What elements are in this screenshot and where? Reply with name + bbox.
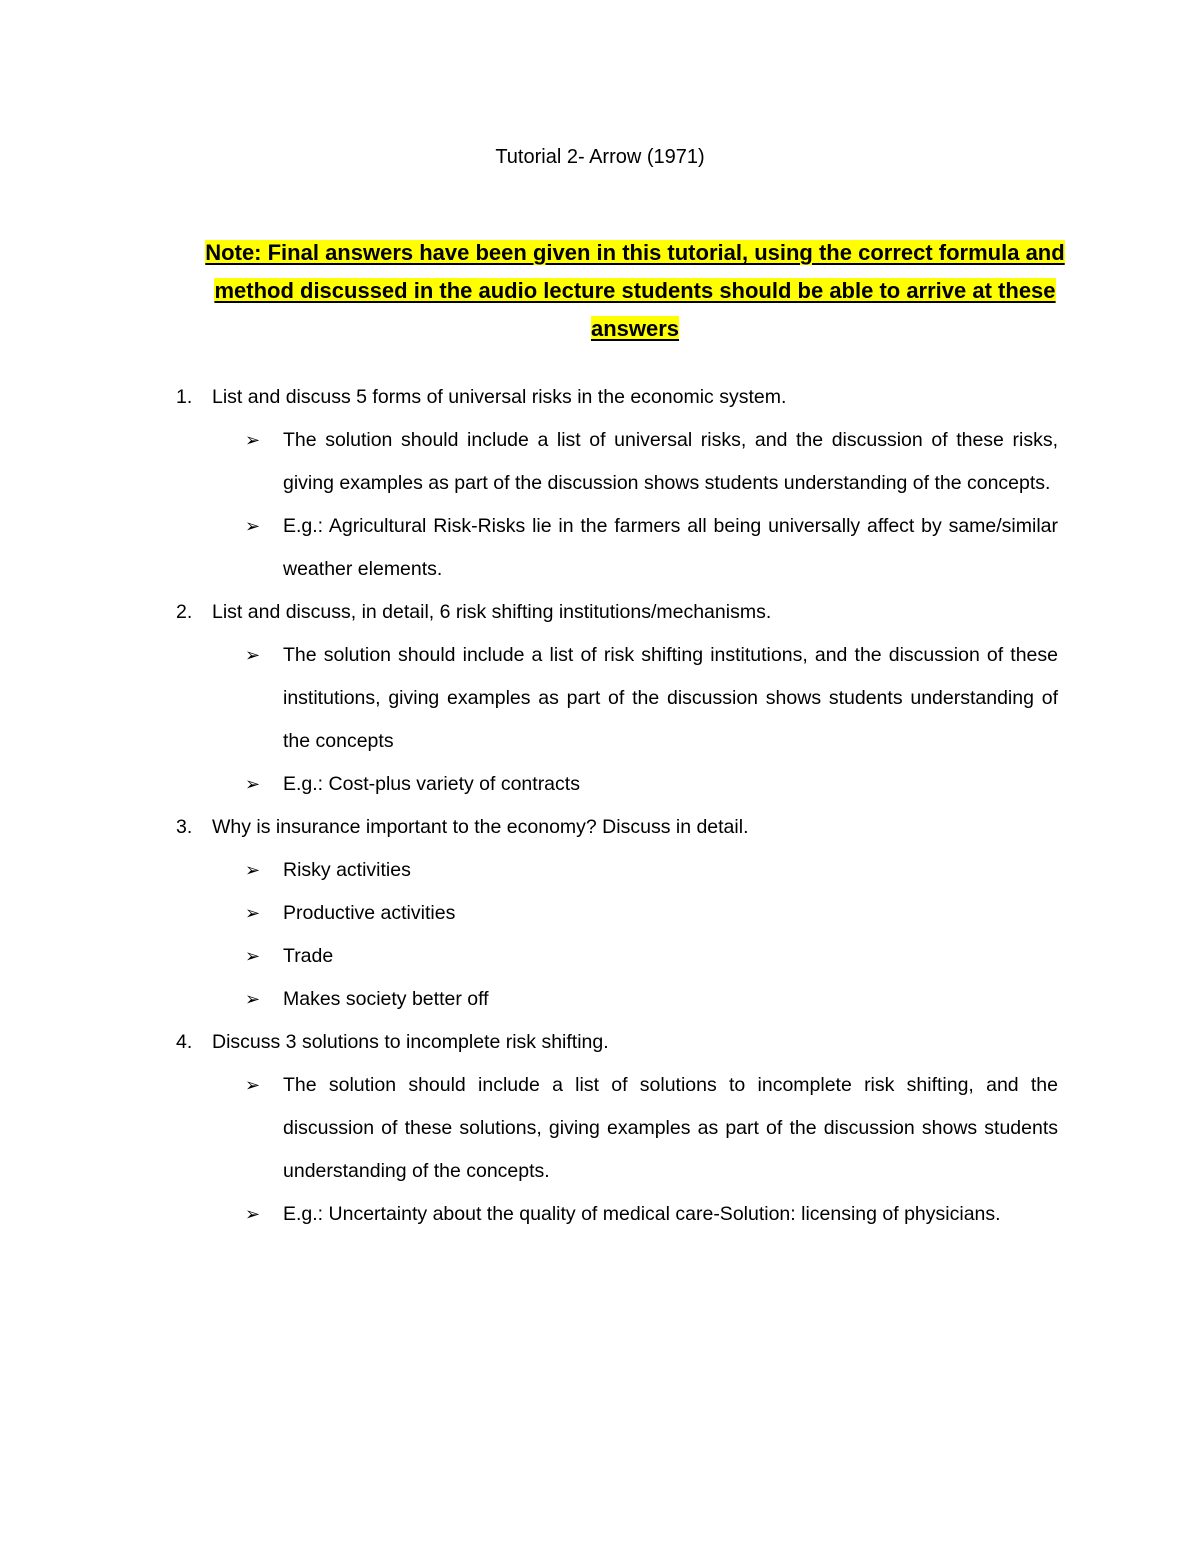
arrowhead-bullet-icon: ➢ [245,1075,261,1096]
bullet-text: The solution should include a list of risk shifting institutions, and the discussion of these institutions, giving examples as part of the discussion shows students understanding of the concepts [283,644,1058,752]
bullet-item [0,892,1058,935]
question-text: Why is insurance important to the economy? Discuss in detail. [212,816,749,838]
arrowhead-bullet-icon: ➢ [245,774,261,795]
bullet-text: Risky activities [283,859,411,881]
bullet-item [0,1064,1058,1193]
bullet-text: E.g.: Uncertainty about the quality of medical care-Solution: licensing of physicians. [283,1203,1001,1225]
arrowhead-bullet-icon: ➢ [245,645,261,666]
arrowhead-bullet-icon: ➢ [245,989,261,1010]
arrowhead-bullet-icon: ➢ [245,430,261,451]
bullet-item [0,978,1058,1021]
highlighted-note [200,234,1070,348]
question-number: 1. [176,386,193,408]
arrowhead-bullet-icon: ➢ [245,946,261,967]
note-text: Note: Final answers have been given in this tutorial, using the correct formula and method discussed in the audio lecture students should be able to arrive at these answers [205,240,1065,341]
question-list [0,376,1200,1236]
bullet-item [0,505,1058,591]
bullet-text: E.g.: Cost-plus variety of contracts [283,773,580,795]
arrowhead-bullet-icon: ➢ [245,860,261,881]
question-number: 3. [176,816,193,838]
bullet-text: The solution should include a list of solutions to incomplete risk shifting, and the discussion of these solutions, giving examples as part of the discussion shows students understanding of the concepts. [283,1074,1058,1182]
bullet-item [0,634,1058,763]
question-text: List and discuss, in detail, 6 risk shifting institutions/mechanisms. [212,601,772,623]
bullet-text: Makes society better off [283,988,489,1010]
question-number: 4. [176,1031,193,1053]
bullet-text: The solution should include a list of universal risks, and the discussion of these risks, giving examples as part of the discussion shows students understanding of the concepts. [283,429,1058,494]
question-number: 2. [176,601,193,623]
bullet-text: E.g.: Agricultural Risk-Risks lie in the farmers all being universally affect by same/similar weather elements. [283,515,1058,580]
question-item [0,591,1058,634]
bullet-item [0,419,1058,505]
arrowhead-bullet-icon: ➢ [245,903,261,924]
arrowhead-bullet-icon: ➢ [245,1204,261,1225]
question-item [0,806,1058,849]
bullet-item [0,763,1058,806]
bullet-item [0,935,1058,978]
question-item [0,376,1058,419]
bullet-text: Productive activities [283,902,456,924]
question-text: Discuss 3 solutions to incomplete risk shifting. [212,1031,609,1053]
arrowhead-bullet-icon: ➢ [245,516,261,537]
bullet-item [0,849,1058,892]
question-text: List and discuss 5 forms of universal risks in the economic system. [212,386,787,408]
bullet-text: Trade [283,945,334,967]
bullet-item [0,1193,1058,1236]
document-title: Tutorial 2- Arrow (1971) [495,146,705,168]
question-item [0,1021,1058,1064]
